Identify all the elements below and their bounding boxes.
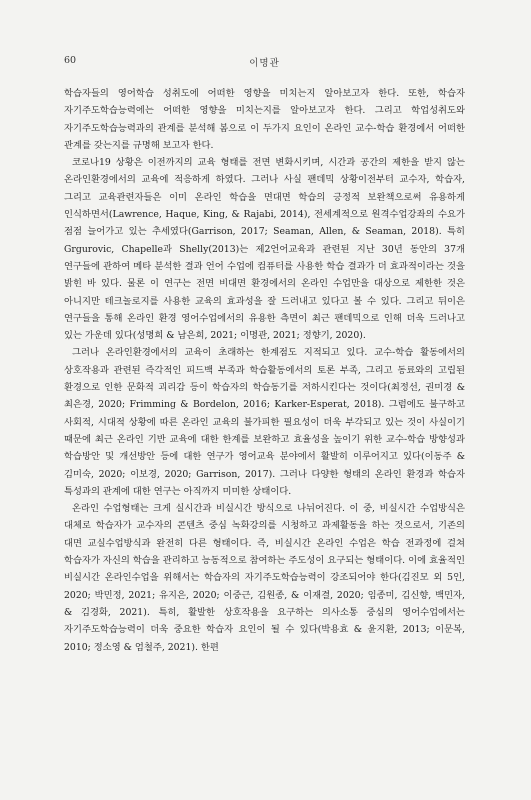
- running-head-author: 이명관: [249, 58, 280, 69]
- paragraph-covid-context: 코로나19 상황은 이전까지의 교육 형태를 전면 변화시키며, 시간과 공간의 제한을 받지 않는 온라인환경에서의 교육에 적응하게 하였다. 그러나 사실 팬데믹 상황이전부터 교수자, 학습자, 그리고 교육관련자들은 이미 온라인 학습을 면대면 학습의 긍정적 보완책으로써 유용하게 인식하면서(Lawrence, Haque, King, & Rajabi, 2014), 전세계적으로 원격수업강좌의 수요가 점점 늘어가고 있는 추세였다(Garrison, 2017; Seaman, Allen, & Seaman, 2018). 특히 Grgurovic, Chapelle과 Shelly(2013)는 제2언어교육과 관련된 지난 30년 동안의 37개 연구들에 관하여 메타 분석한 결과 언어 수업에 컴퓨터를 사용한 학습 결과가 더 효과적이라는 것을 밝힌 바 있다. 물론 이 연구는 전면 비대면 환경에서의 온라인 수업만을 대상으로 제한한 것은 아니지만 테크놀로지를 사용한 교육의 효과성을 잘 드러내고 있다고 볼 수 있다. 그리고 뒤이은 연구들을 통해 온라인 환경 영어수업에서의 유용한 측면이 최근 팬데믹으로 인해 더욱 드러나고 있는 가운데 있다(성명희 & 남은희, 2021; 이명관, 2021; 정향기, 2020).: [64, 157, 465, 342]
- page-header: [64, 55, 465, 71]
- paragraph-online-limitations: 그러나 온라인환경에서의 교육이 초래하는 한계점도 지적되고 있다. 교수-학습 활동에서의 상호작용과 관련된 즉각적인 피드백 부족과 학습활동에서의 토론 부족, 그리고 동료와의 고립된 환경으로 인한 문화적 괴리감 등이 학습자의 학습동기를 저하시킨다는 것이다(최정선, 권미경 & 최은경, 2020; Frimming & Bordelon, 2016; Karker-Esperat, 2018). 그럼에도 불구하고 사회적, 시대적 상황에 따른 온라인 교육의 불가피한 필요성이 더욱 부각되고 있는 것이 사실이기 때문에 최근 온라인 기반 교육에 대한 한계를 보완하고 효율성을 높이기 위한 교수-학습 방향성과 학습방안 및 개선방안 등에 대한 연구가 영어교육 분야에서 활발히 이루어지고 있다(이동주 & 김미숙, 2020; 이보경, 2020; Garrison, 2017). 그러나 다양한 형태의 온라인 환경과 학습자 특성과의 관계에 대한 연구는 아직까지 미미한 상태이다.: [64, 347, 465, 497]
- paragraph-online-modes: 온라인 수업형태는 크게 실시간과 비실시간 방식으로 나뉘어진다. 이 중, 비실시간 수업방식은 대체로 학습자가 교수자의 콘텐츠 중심 녹화강의를 시청하고 과제활동을 하는 것으로서, 기존의 대면 교실수업방식과 완전히 다른 형태이다. 즉, 비실시간 온라인 수업은 학습 전과정에 걸쳐 학습자가 자신의 학습을 관리하고 능동적으로 참여하는 주도성이 요구되는 형태이다. 이에 효율적인 비실시간 온라인수업을 위해서는 학습자의 자기주도학습능력이 강조되어야 한다(김진모 외 5인, 2020; 박민정, 2021; 유지은, 2020; 이중근, 김원종, & 이재결, 2020; 임종미, 김신향, 백민자, & 김경화, 2021). 특히, 활발한 상호작용을 요구하는 의사소통 중심의 영어수업에서는 자기주도학습능력이 더욱 중요한 학습자 요인이 될 수 있다(박용효 & 윤지환, 2013; 이문복, 2010; 정소영 & 엄철주, 2021). 한편: [64, 503, 465, 653]
- page-number: 60: [64, 55, 77, 66]
- body-text: [64, 85, 465, 656]
- paragraph-intro: 학습자들의 영어학습 성취도에 어떠한 영향을 미치는지 알아보고자 한다. 또한, 학습자 자기주도학습능력에는 어떠한 영향을 미치는지를 알아보고자 한다. 그리고 학업성취도와 자기주도학습능력과의 관계를 분석해 봄으로 이 두가지 요인이 온라인 교수-학습 환경에서 어떠한 관계를 갖는지를 규명해 보고자 한다.: [64, 88, 465, 151]
